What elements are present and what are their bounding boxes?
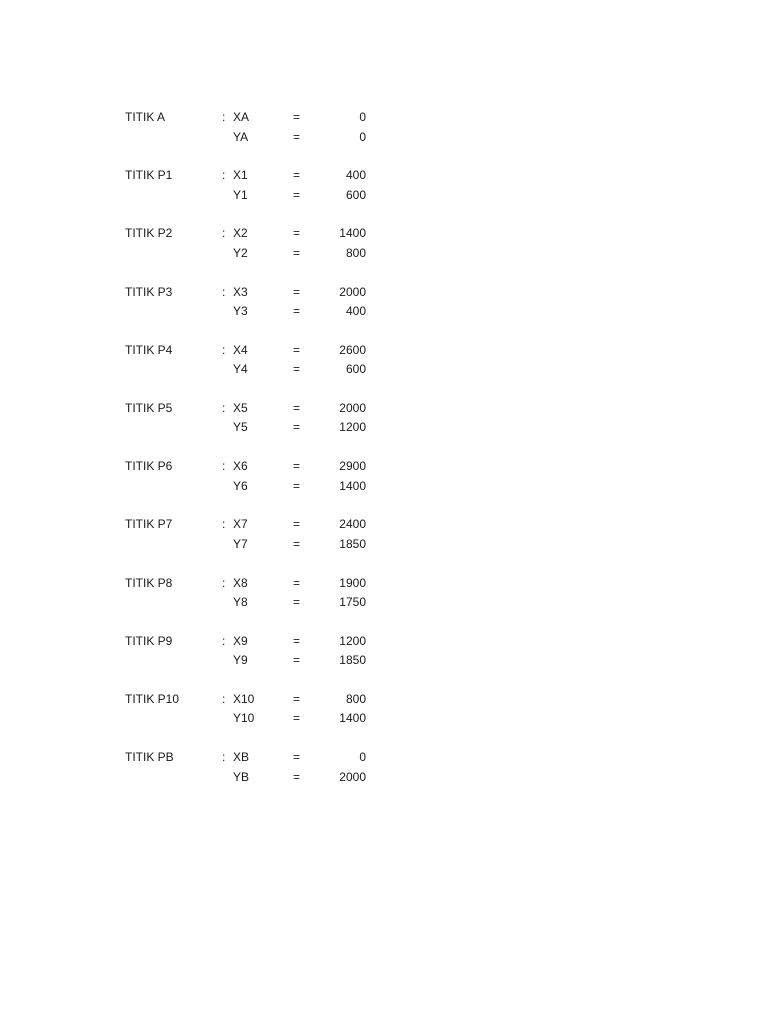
x-variable-name: X8	[233, 575, 248, 590]
y-variable-name: Y2	[233, 245, 248, 260]
point-group	[125, 515, 385, 573]
point-label: TITIK P8	[125, 575, 173, 590]
x-value: 0	[359, 750, 366, 765]
equals-sign: =	[293, 711, 301, 726]
point-label: TITIK P9	[125, 633, 173, 648]
x-variable-name: X3	[233, 284, 248, 299]
x-row	[125, 166, 385, 186]
x-row	[125, 283, 385, 303]
y-variable-name: Y5	[233, 420, 248, 435]
y-row	[125, 768, 385, 788]
x-variable-name: X7	[233, 517, 248, 532]
colon-separator: :	[222, 342, 226, 357]
point-label: TITIK P2	[125, 226, 173, 241]
y-variable-name: Y8	[233, 595, 248, 609]
equals-sign: =	[293, 536, 301, 551]
y-value: 600	[345, 362, 366, 377]
point-group	[125, 574, 385, 632]
equals-sign: =	[293, 342, 301, 357]
equals-sign: =	[293, 420, 301, 435]
y-row	[125, 128, 385, 148]
equals-sign: =	[293, 750, 301, 765]
y-row	[125, 244, 385, 264]
equals-sign: =	[293, 284, 301, 299]
y-value: 2000	[339, 769, 366, 784]
y-variable-name: Y4	[233, 362, 248, 377]
equals-sign: =	[293, 110, 301, 124]
y-value: 1750	[339, 595, 366, 609]
point-group	[125, 399, 385, 457]
equals-sign: =	[293, 187, 301, 202]
equals-sign: =	[293, 168, 301, 183]
x-variable-name: XA	[233, 110, 250, 124]
x-variable-name: X2	[233, 226, 248, 241]
x-row	[125, 341, 385, 361]
x-value: 800	[345, 691, 366, 706]
y-row	[125, 360, 385, 380]
equals-sign: =	[293, 362, 301, 377]
x-value: 2600	[339, 342, 366, 357]
x-value: 2000	[339, 284, 366, 299]
colon-separator: :	[222, 750, 226, 765]
colon-separator: :	[222, 168, 226, 183]
point-group	[125, 166, 385, 224]
x-row	[125, 224, 385, 244]
y-row	[125, 651, 385, 671]
y-value: 1400	[339, 478, 366, 493]
x-value: 0	[359, 110, 366, 124]
point-group	[125, 748, 385, 806]
colon-separator: :	[222, 691, 226, 706]
point-label: TITIK P4	[125, 342, 173, 357]
y-variable-name: YA	[233, 129, 249, 144]
x-row	[125, 748, 385, 768]
colon-separator: :	[222, 575, 226, 590]
y-variable-name: Y1	[233, 187, 248, 202]
colon-separator: :	[222, 284, 226, 299]
y-variable-name: Y10	[233, 711, 255, 726]
x-row	[125, 632, 385, 652]
x-variable-name: X10	[233, 691, 255, 706]
point-label: TITIK P5	[125, 400, 173, 415]
equals-sign: =	[293, 633, 301, 648]
equals-sign: =	[293, 459, 301, 474]
colon-separator: :	[222, 226, 226, 241]
x-row	[125, 457, 385, 477]
x-row	[125, 574, 385, 594]
point-group	[125, 283, 385, 341]
point-group	[125, 457, 385, 515]
y-value: 800	[345, 245, 366, 260]
x-variable-name: X6	[233, 459, 248, 474]
x-row	[125, 515, 385, 535]
point-label: TITIK P6	[125, 459, 173, 474]
x-variable-name: X4	[233, 342, 248, 357]
point-label: TITIK P3	[125, 284, 173, 299]
point-label: TITIK PB	[125, 750, 174, 765]
x-row	[125, 108, 385, 128]
y-row	[125, 535, 385, 555]
y-value: 600	[345, 187, 366, 202]
equals-sign: =	[293, 691, 301, 706]
y-row	[125, 302, 385, 322]
equals-sign: =	[293, 245, 301, 260]
point-label: TITIK A	[125, 110, 166, 124]
y-value: 1400	[339, 711, 366, 726]
point-label: TITIK P10	[125, 691, 180, 706]
equals-sign: =	[293, 653, 301, 668]
y-row	[125, 709, 385, 729]
y-variable-name: YB	[233, 769, 250, 784]
colon-separator: :	[222, 400, 226, 415]
coordinate-table	[125, 108, 385, 806]
x-value: 1900	[339, 575, 366, 590]
y-value: 400	[345, 304, 366, 319]
equals-sign: =	[293, 400, 301, 415]
x-variable-name: XB	[233, 750, 250, 765]
y-value: 0	[359, 129, 366, 144]
point-group	[125, 341, 385, 399]
x-value: 2000	[339, 400, 366, 415]
equals-sign: =	[293, 478, 301, 493]
x-row	[125, 399, 385, 419]
point-group	[125, 224, 385, 282]
y-row	[125, 418, 385, 438]
equals-sign: =	[293, 575, 301, 590]
y-row	[125, 186, 385, 206]
y-variable-name: Y3	[233, 304, 248, 319]
point-group	[125, 690, 385, 748]
y-row	[125, 477, 385, 497]
y-value: 1850	[339, 653, 366, 668]
x-value: 1200	[339, 633, 366, 648]
colon-separator: :	[222, 459, 226, 474]
x-variable-name: X5	[233, 400, 248, 415]
x-row	[125, 690, 385, 710]
colon-separator: :	[222, 110, 226, 124]
x-value: 400	[345, 168, 366, 183]
y-variable-name: Y6	[233, 478, 248, 493]
y-row	[125, 593, 385, 613]
x-variable-name: X9	[233, 633, 248, 648]
equals-sign: =	[293, 517, 301, 532]
y-value: 1850	[339, 536, 366, 551]
colon-separator: :	[222, 633, 226, 648]
point-label: TITIK P7	[125, 517, 173, 532]
colon-separator: :	[222, 517, 226, 532]
x-variable-name: X1	[233, 168, 248, 183]
point-label: TITIK P1	[125, 168, 173, 183]
point-group	[125, 632, 385, 690]
equals-sign: =	[293, 129, 301, 144]
equals-sign: =	[293, 769, 301, 784]
y-value: 1200	[339, 420, 366, 435]
x-value: 2900	[339, 459, 366, 474]
y-variable-name: Y9	[233, 653, 248, 668]
x-value: 2400	[339, 517, 366, 532]
equals-sign: =	[293, 304, 301, 319]
equals-sign: =	[293, 595, 301, 609]
point-group	[125, 108, 385, 166]
x-value: 1400	[339, 226, 366, 241]
equals-sign: =	[293, 226, 301, 241]
y-variable-name: Y7	[233, 536, 248, 551]
